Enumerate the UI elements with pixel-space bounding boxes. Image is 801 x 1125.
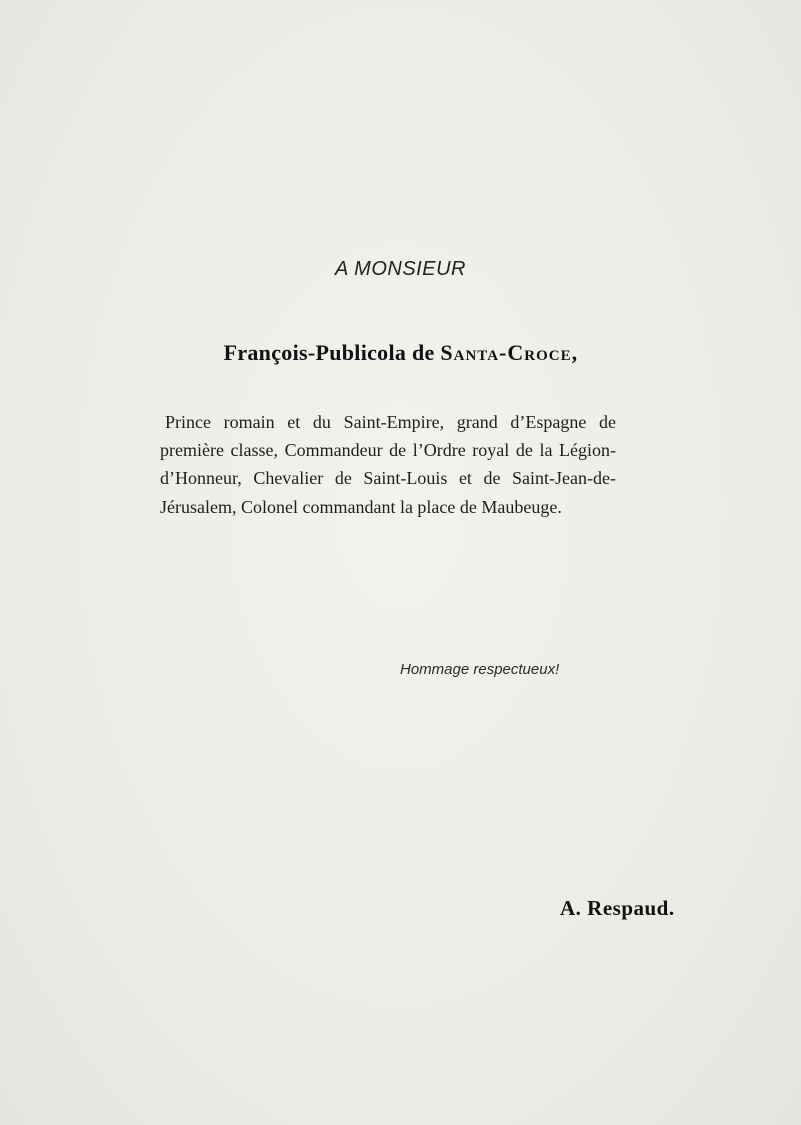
recipient-trailing-punctuation: ,	[571, 340, 578, 365]
recipient-surname: Santa-Croce	[440, 340, 572, 365]
tribute-line: Hommage respectueux!	[400, 661, 560, 678]
recipient-titles-paragraph: Prince romain et du Saint-Empire, grand d’Espagne de première classe, Commandeur de l’Ordre royal de la Légion-d’Honneur, Chevalier de Saint-Louis et de Saint-Jean-de-Jérusalem, Colonel commandant la place de Maubeuge.	[160, 412, 616, 517]
recipient-name	[0, 340, 801, 366]
author-signature: A. Respaud.	[560, 896, 675, 920]
recipient-given-name: François-Publicola de	[223, 340, 441, 365]
dedication-heading: A MONSIEUR	[335, 258, 466, 280]
